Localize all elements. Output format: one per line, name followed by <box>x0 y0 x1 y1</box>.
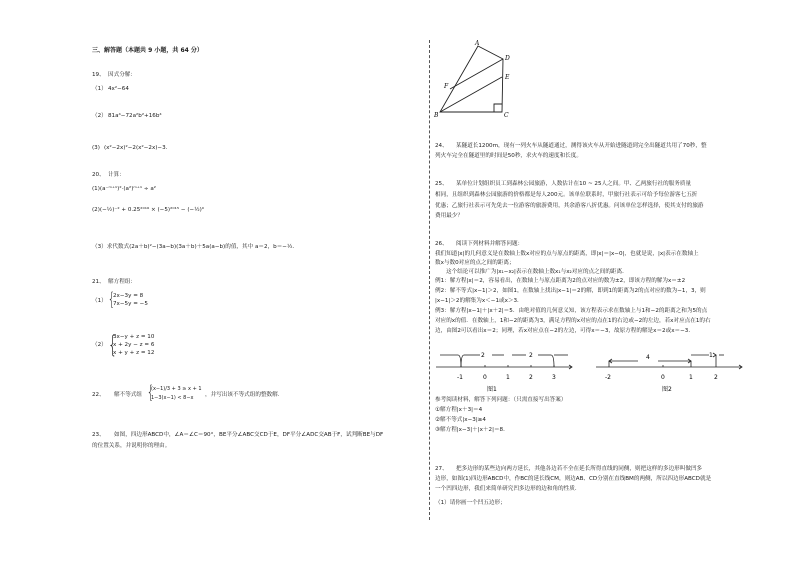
q20-part3: （3）求代数式(2a＋b)²−(3a−b)(3a＋b)＋5a(a−b)的值，其中 a＝2，b＝−½． <box>92 244 299 250</box>
fig2-tick-0: 0 <box>661 374 665 381</box>
number-line-figure1 <box>436 343 576 393</box>
q21-part1-eq2: 7x−5y = −5 <box>113 301 148 307</box>
q27-sub1: （1）请你画一个凹五边形； <box>435 500 506 506</box>
q21-part2-label: （2） <box>92 342 107 348</box>
q26-line2: 数x与数0对应的点之间的距离； <box>435 260 515 266</box>
fig2-mark-4: 4 <box>646 354 650 361</box>
q21-number: 21、 <box>92 279 105 285</box>
q21-part2-eq1: 3x−y + z = 10 <box>113 334 155 340</box>
q26-example1: 例1：解方程|x|＝2，容易看出，在数轴上与原点距离为2的点对应的数为±2，即该方程的解为x＝±2 <box>435 278 686 284</box>
q26-answer-1: ①解方程|x＋3|＝4 <box>435 407 483 413</box>
q27-line3: 一个凹四边形，我们来简单研究凹多边形的边和角的性质． <box>435 486 581 492</box>
q26-example2: 例2：解不等式|x−1|＞2，如图1，在数轴上找出|x−1|＝2的解，即到1的距离为2的点对应的数为−1，3，则 <box>435 288 706 294</box>
fig2-tick-2: 2 <box>714 374 718 381</box>
q24-line1: 某隧道长1200m，现有一列火车从隧道通过，测得该火车从开始进隧道到完全出隧道共用了70秒，整 <box>456 143 707 149</box>
q23-line1: 如图，四边形ABCD中，∠A＝∠C＝90°，BE平分∠ABC交CD于E，DF平分∠ADC交AB于F，试判断BE与DF <box>114 432 384 438</box>
q24-number: 24、 <box>435 143 448 149</box>
q26-example2-cont: |x−1|＞2的解集为x＜−1或x＞3． <box>435 298 523 304</box>
number-line-figure2 <box>596 343 746 393</box>
fig1-caption: 图1 <box>487 386 497 393</box>
label-d: D <box>505 55 510 62</box>
q26-line1: 我们知道|x|的几何意义是在数轴上数x对应的点与原点的距离，即|x|＝|x−0|，也就是说，|x|表示在数轴上 <box>435 251 699 257</box>
label-c: C <box>504 112 509 118</box>
q22-ineq1: (x−1)/3 + 3 ≥ x + 1 <box>151 386 202 392</box>
q27-line2: 边形，如图(1)四边形ABCD中，作BC的延长线CM，则边AB、CD分别在直线BM的两侧，所以四边形ABCD就是 <box>435 476 712 482</box>
q26-title: 阅读下列材料并解答问题： <box>456 241 524 247</box>
q26-answer-title: 参考阅读材料，解答下列问题：（只需直接写出答案） <box>435 397 567 403</box>
q19-part3-expr: (x²−2x)²−2(x²−2x)−3． <box>104 145 172 151</box>
q27-number: 27、 <box>435 466 448 472</box>
fig1-tick-0: 0 <box>483 374 487 381</box>
fig2-caption: 图2 <box>662 386 672 393</box>
q26-answer-2: ②解不等式|x−3|≥4 <box>435 417 486 423</box>
q19-number: 19、 <box>92 72 105 78</box>
q19-title: 因式分解： <box>108 72 136 78</box>
q26-example3-cont2: 边，由图2可以看出x＝2；同理，若x对应点在−2的左边，可得x＝−3，故原方程的解是x＝2或x＝−3． <box>435 328 694 334</box>
q20-title: 计算： <box>108 172 125 178</box>
segment-df <box>450 59 503 89</box>
fig1-tick-1: 1 <box>506 374 510 381</box>
q22-number: 22、 <box>92 392 105 398</box>
q26-line3: 这个结论可以推广为|x₁−x₂|表示在数轴上数x₁与x₂对应的点之间的距离． <box>446 269 628 275</box>
fig1-tick-2: 2 <box>529 374 533 381</box>
q23-line2: 的位置关系，并说明你的理由。 <box>92 443 171 449</box>
q25-line2: 相同，且组织到森林公园旅游的价格都是每人200元。该单位联系时，甲旅行社表示可给予每位游客七五折 <box>435 192 698 198</box>
q20-part1: (1)(a⁻ᵐ⁺¹)²·(a²)ᵐ⁺¹ ÷ a² <box>92 186 156 192</box>
q22-intro: 解不等式组 <box>114 392 142 398</box>
q19-part3-label: (3) <box>92 145 100 151</box>
q27-line1: 把多边形的某些边向两方延长，其他各边若不全在延长所得直线的同侧，则把这样的多边形叫做凹多 <box>456 466 703 472</box>
q25-line3: 优惠；乙旅行社表示可先免去一位游客的旅游费用，其余游客八折优惠。问该单位怎样选择，使其支付的旅游 <box>435 203 704 209</box>
q21-part2-brace: { <box>108 331 118 359</box>
q21-part1-eq1: 2x−3y = 8 <box>113 293 144 299</box>
fig2-tick-neg2: -2 <box>605 374 611 381</box>
section-title: 三、解答题（本题共 9 小题，共 64 分） <box>92 47 203 54</box>
q25-line4: 费用最少？ <box>435 213 463 219</box>
label-b: B <box>434 112 439 118</box>
q19-part1-expr: 4x²−64 <box>108 86 129 92</box>
quadrilateral-abcd <box>440 46 503 112</box>
label-a: A <box>475 40 480 47</box>
q20-part2: (2)(−½)⁻² + 0.25²⁰¹⁶ × (−5)²⁰¹⁵ − (−½)⁰ <box>92 207 205 213</box>
label-e: E <box>505 74 510 81</box>
q21-part2-eq2: x + 2y − z = 6 <box>113 342 155 348</box>
geometry-figure <box>430 38 530 118</box>
q22-tail: ，并写出该不等式组的整数解. <box>205 392 280 398</box>
q25-number: 25、 <box>435 181 448 187</box>
q20-number: 20、 <box>92 172 105 178</box>
q26-answer-3: ③解方程|x−3|＋|x＋2|＝8． <box>435 427 509 433</box>
q26-example3-cont1: 对应的x的值．在数轴上，1和−2的距离为3，满足方程的x对应的点在1的右边或−2的左边，若x对应点在1的右 <box>435 318 711 324</box>
label-f: F <box>444 83 449 90</box>
fig1-mark-right: 2 <box>529 352 533 359</box>
fig2-tick-1: 1 <box>689 374 693 381</box>
fig1-tick-3: 3 <box>552 374 556 381</box>
segment-be <box>440 77 502 112</box>
right-angle-c <box>494 104 502 112</box>
fig2-mark-1: 1 <box>709 352 713 359</box>
left-hook <box>458 355 461 367</box>
fig1-mark-left: 2 <box>481 352 485 359</box>
q19-part2-label: （2） <box>92 113 107 119</box>
q26-number: 26、 <box>435 241 448 247</box>
q19-part2-expr: 81a⁴−72a²b²+16b⁴ <box>108 113 162 119</box>
q25-line1: 某单位计划组织员工到森林公园旅游，人数估计在10 ~ 25人之间。甲、乙两旅行社的服务质量 <box>456 181 692 187</box>
q24-line2: 列火车完全在隧道里的时间是50秒，求火车的速度和长度。 <box>435 153 582 159</box>
q21-part1-label: （1） <box>92 298 107 304</box>
right-hook <box>551 355 554 367</box>
q22-ineq2: 1−3(x−1) < 8−x <box>151 395 194 401</box>
q23-number: 23、 <box>92 432 105 438</box>
q19-part1-label: （1） <box>92 86 107 92</box>
q21-part1-brace: { <box>108 289 115 310</box>
q26-example3: 例3：解方程|x−1|＋|x＋2|＝5．由绝对值的几何意义知，该方程表示求在数轴上与1和−2的距离之和为5的点 <box>435 308 708 314</box>
q21-part2-eq3: x + y + z = 12 <box>113 350 155 356</box>
q21-title: 解方程组： <box>108 279 136 285</box>
fig1-tick-neg1: -1 <box>457 374 463 381</box>
q22-brace: { <box>147 382 154 403</box>
